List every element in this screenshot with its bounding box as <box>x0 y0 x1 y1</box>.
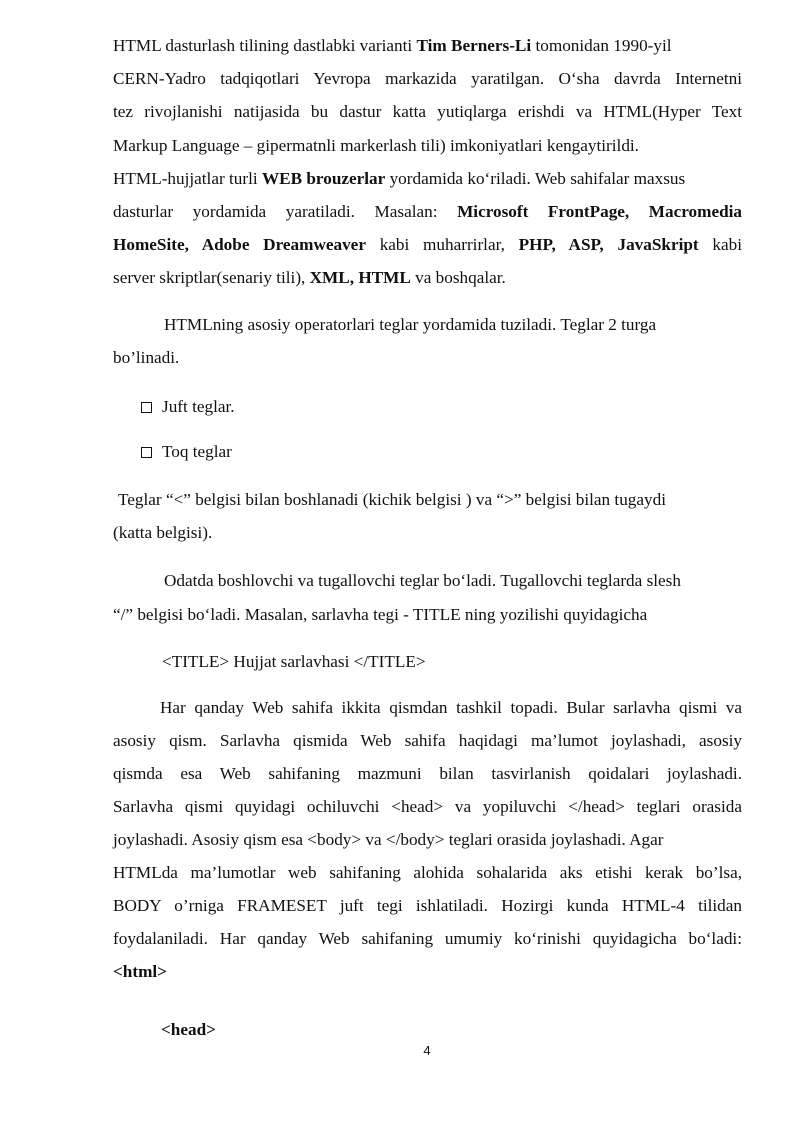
author-name: Tim Berners-Li <box>416 36 532 55</box>
paragraph-2-line-1: HTML-hujjatlar turli WEB brouzerlar yordamida ko‘riladi. Web sahifalar maxsus <box>113 169 686 188</box>
checkbox-bullet-icon <box>141 402 152 413</box>
paragraph-6-line-1: Har qanday Web sahifa ikkita qismdan tashkil topadi. Bular sarlavha qismi va <box>160 698 742 717</box>
paragraph-2-line-4: server skriptlar(senariy tili), XML, HTML va boshqalar. <box>113 268 506 287</box>
bullet-item: Toq teglar <box>141 442 232 462</box>
bullet-item: Juft teglar. <box>141 397 235 417</box>
code-html-tag: <html> <box>113 962 167 981</box>
paragraph-6-line-6: HTMLda ma’lumotlar web sahifaning alohida sohalarida aks etishi kerak bo’lsa, <box>113 863 742 882</box>
code-head-tag: <head> <box>161 1020 216 1039</box>
paragraph-2-line-2: dasturlar yordamida yaratiladi. Masalan: Microsoft FrontPage, Macromedia <box>113 202 743 221</box>
paragraph-6-line-3: qismda esa Web sahifaning mazmuni bilan tasvirlanish qoidalari joylashadi. <box>113 764 742 783</box>
paragraph-6-line-8: foydalaniladi. Har qanday Web sahifaning umumiy ko‘rinishi quyidagicha bo‘ladi: <box>113 929 742 948</box>
paragraph-6-line-2: asosiy qism. Sarlavha qismida Web sahifa haqidagi ma’lumot joylashadi, asosiy <box>113 731 742 750</box>
checkbox-bullet-icon <box>141 447 152 458</box>
paragraph-1-line-3: tez rivojlanishi natijasida bu dastur katta yutiqlarga erishdi va HTML(Hyper Text <box>113 102 742 121</box>
paragraph-6-line-5: joylashadi. Asosiy qism esa <body> va </body> teglari orasida joylashadi. Agar <box>113 830 664 849</box>
paragraph-2-line-3: HomeSite, Adobe Dreamweaver kabi muharrirlar, PHP, ASP, JavaSkript kabi <box>113 235 742 254</box>
paragraph-3-line-1: HTMLning asosiy operatorlari teglar yordamida tuziladi. Teglar 2 turga <box>164 315 657 334</box>
paragraph-5-line-2: “/” belgisi bo‘ladi. Masalan, sarlavha tegi - TITLE ning yozilishi quyidagicha <box>113 605 648 624</box>
paragraph-6-line-4: Sarlavha qismi quyidagi ochiluvchi <head> va yopiluvchi </head> teglari orasida <box>113 797 742 816</box>
paragraph-3-line-2: bo’linadi. <box>113 348 180 367</box>
paragraph-6-line-7: BODY o’rniga FRAMESET juft tegi ishlatiladi. Hozirgi kunda HTML-4 tilidan <box>113 896 742 915</box>
paragraph-1-line-2: CERN-Yadro tadqiqotlari Yevropa markazida yaratilgan. O‘sha davrda Internetni <box>113 69 742 88</box>
paragraph-1-line-4: Markup Language – gipermatnli markerlash tili) imkoniyatlari kengaytirildi. <box>113 136 639 155</box>
paragraph-4-line-2: (katta belgisi). <box>113 523 213 542</box>
page-number: 4 <box>423 1043 431 1058</box>
paragraph-4-line-1: Teglar “<” belgisi bilan boshlanadi (kichik belgisi ) va “>” belgisi bilan tugaydi <box>118 490 666 509</box>
paragraph-5-line-1: Odatda boshlovchi va tugallovchi teglar bo‘ladi. Tugallovchi teglarda slesh <box>164 571 681 590</box>
paragraph-1-line-1: HTML dasturlash tilining dastlabki varianti Tim Berners-Li tomonidan 1990-yil <box>113 36 672 55</box>
title-tag-example: <TITLE> Hujjat sarlavhasi </TITLE> <box>162 652 426 671</box>
